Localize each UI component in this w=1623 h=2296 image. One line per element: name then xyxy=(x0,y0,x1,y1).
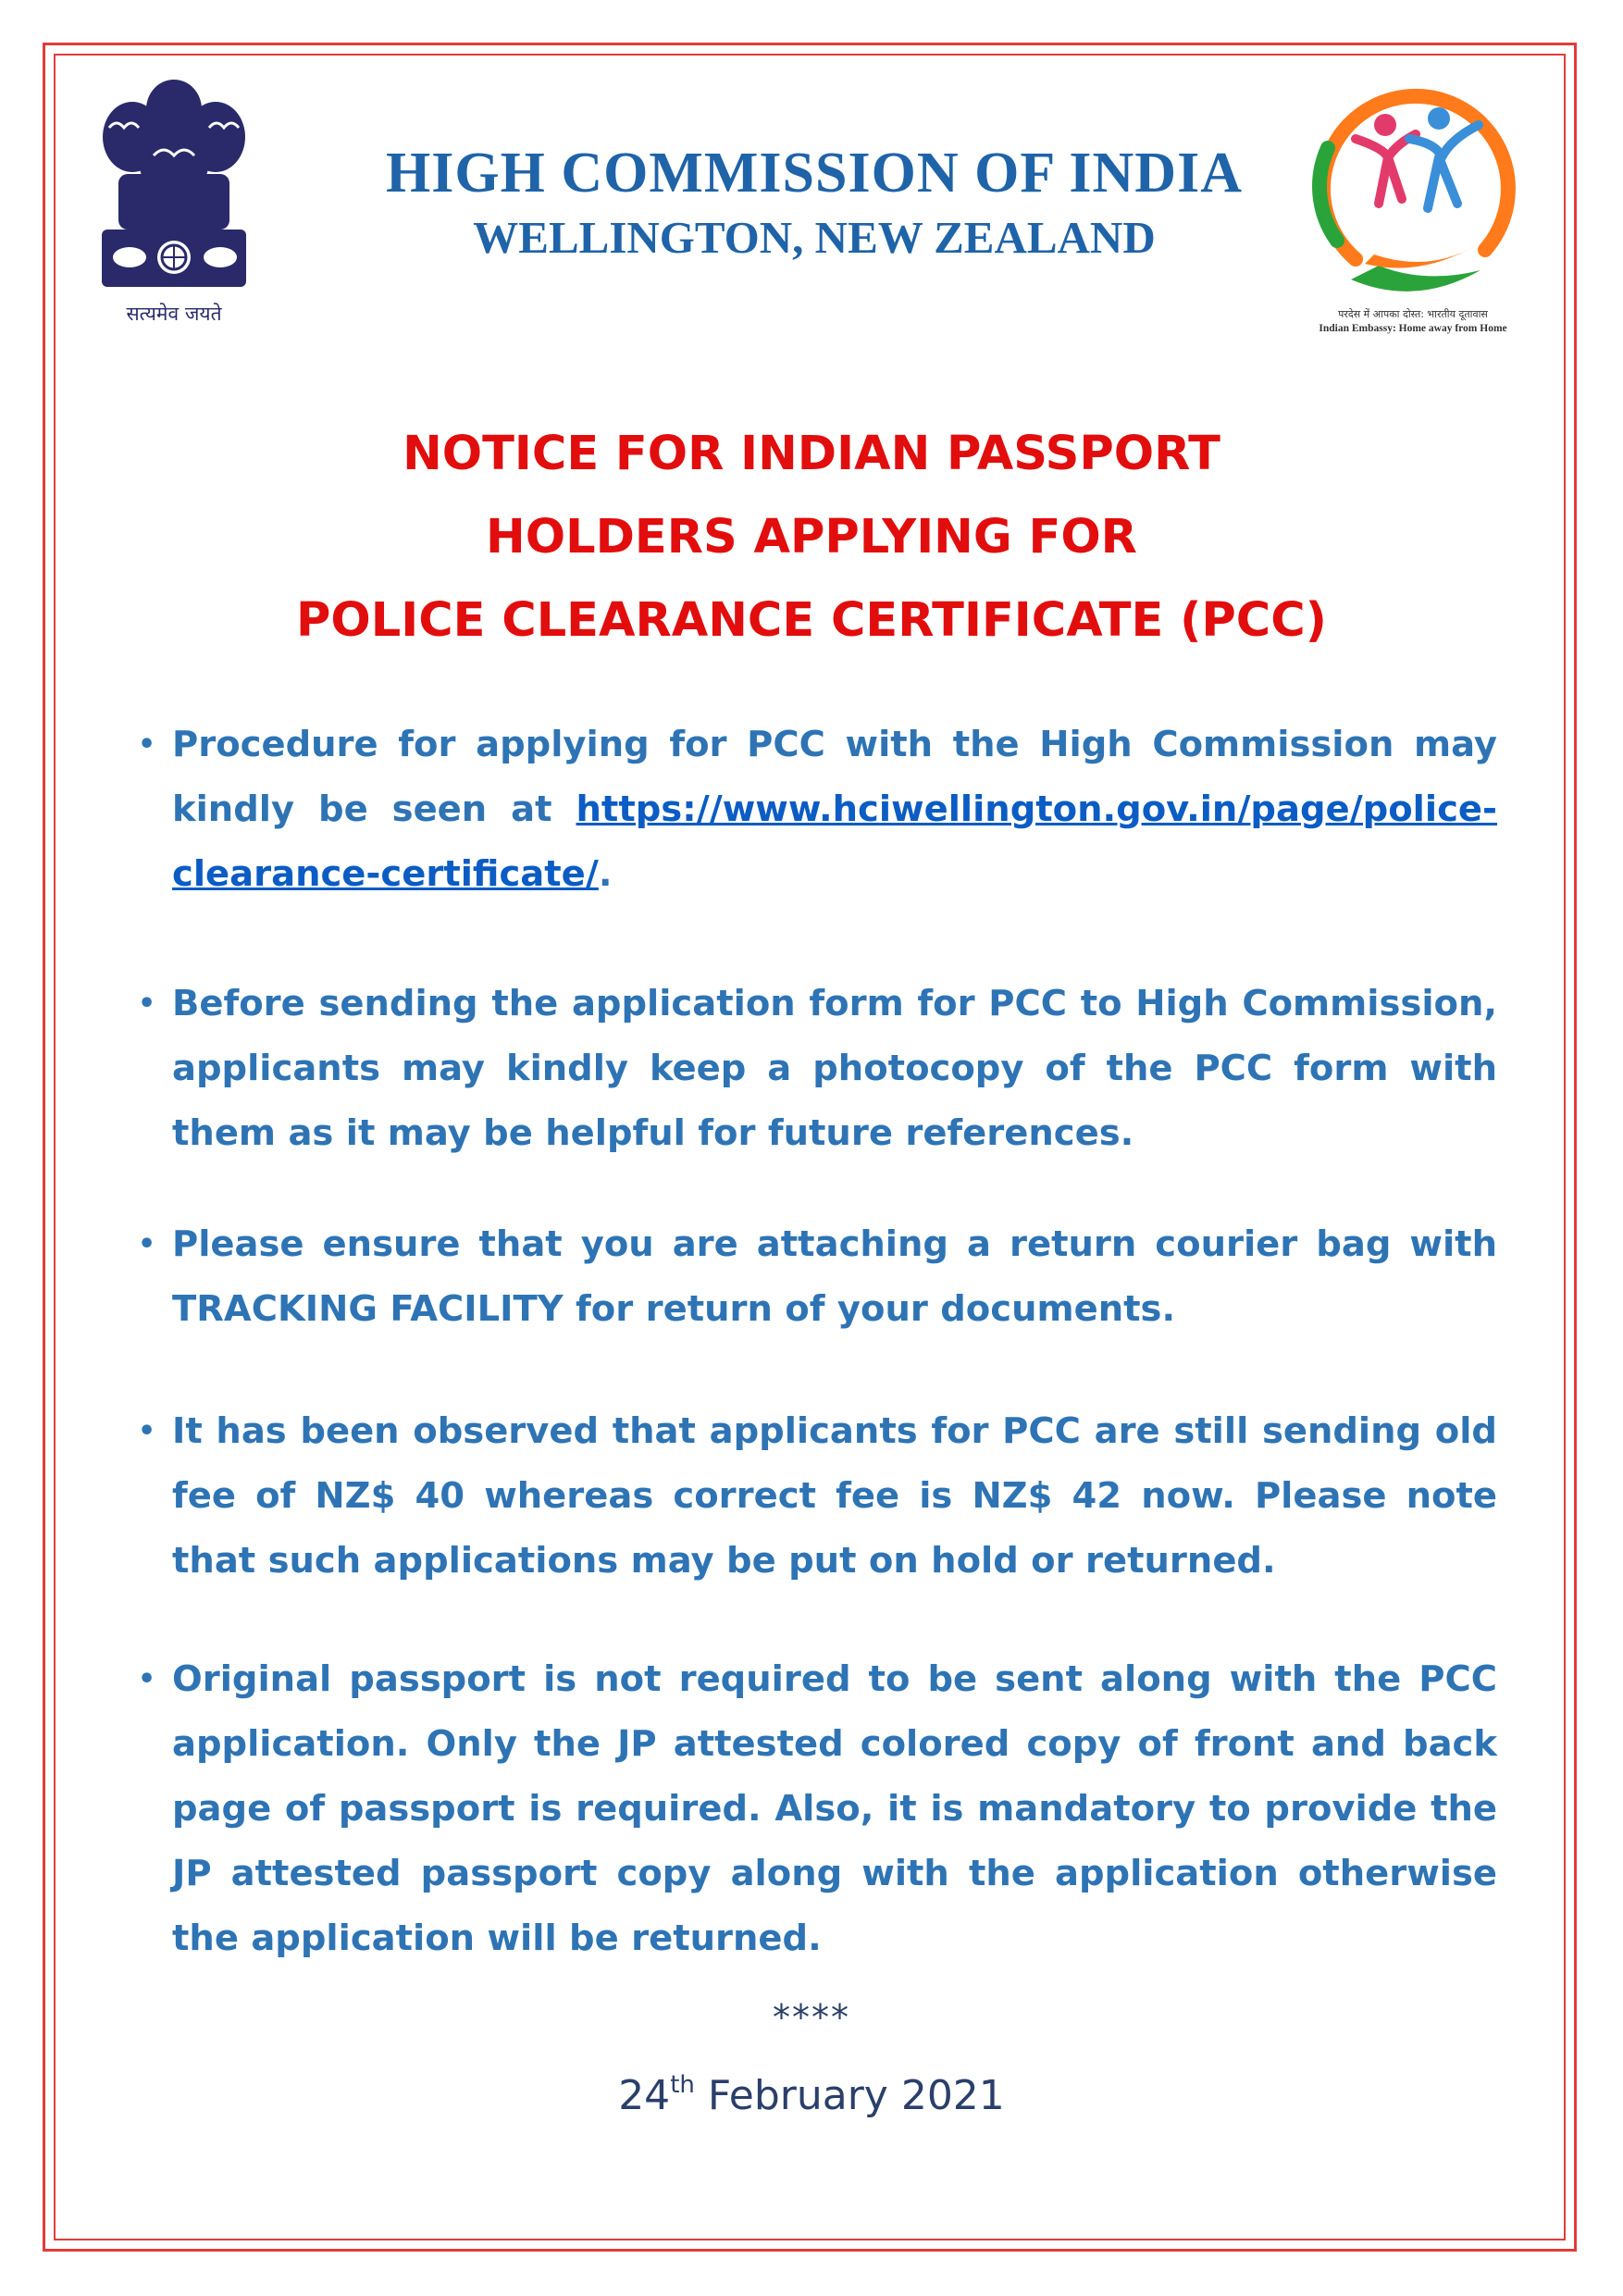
bullet-procedure-period: . xyxy=(598,853,613,895)
bullet-photocopy-text: Before sending the application form for PCC to High Commission, applicants may kindly keep a photocopy of the PCC form with them as it may be helpful for future references. xyxy=(172,983,1497,1154)
bullet-dot-icon: • xyxy=(138,1228,156,1260)
page-title: HIGH COMMISSION OF INDIA xyxy=(386,142,1243,205)
notice-heading-line-1: NOTICE FOR INDIAN PASSPORT xyxy=(403,427,1220,481)
bullet-procedure-text: Procedure for applying for PCC with the High Commission may kindly be seen at xyxy=(172,724,1497,830)
bullet-dot-icon: • xyxy=(138,728,156,761)
bullet-photocopy xyxy=(138,972,1497,1166)
bullet-dot-icon: • xyxy=(138,1415,156,1447)
bullet-dot-icon: • xyxy=(138,1663,156,1695)
notice-heading xyxy=(93,413,1530,663)
bullet-procedure xyxy=(138,713,1497,907)
logo-caption-english: Indian Embassy: Home away from Home xyxy=(1319,323,1507,334)
bullet-courier-bag-text: Please ensure that you are attaching a return courier bag with TRACKING FACILITY for return of your documents. xyxy=(172,1223,1497,1330)
pcc-procedure-link[interactable]: https://www.hciwellington.gov.in/page/police-clearance-certificate/ xyxy=(172,788,1497,895)
emblem-motto: सत्यमेव जयते xyxy=(126,303,222,325)
separator-stars: **** xyxy=(773,1997,850,2038)
bullet-dot-icon: • xyxy=(138,987,156,1020)
date-rest: February 2021 xyxy=(694,2072,1005,2119)
page-subtitle: WELLINGTON, NEW ZEALAND xyxy=(473,212,1156,263)
bullet-original-passport xyxy=(138,1647,1497,1971)
notice-heading-line-2: HOLDERS APPLYING FOR xyxy=(486,510,1137,565)
bullet-fee-text: It has been observed that applicants for PCC are still sending old fee of NZ$ 40 whereas correct fee is NZ$ 42 now. Please note that such applications may be put on hold or returned. xyxy=(172,1410,1497,1582)
logo-caption-hindi: परदेस में आपका दोस्त: भारतीय दूतावास xyxy=(1338,308,1488,320)
date-suffix: th xyxy=(670,2071,695,2099)
notice-heading-line-3: POLICE CLEARANCE CERTIFICATE (PCC) xyxy=(296,593,1327,648)
embassy-logo-icon xyxy=(1300,74,1522,310)
date-day: 24 xyxy=(618,2072,671,2119)
bullet-fee xyxy=(138,1399,1497,1594)
bullet-original-passport-text: Original passport is not required to be sent along with the PCC application. Only the JP attested colored copy of front and back page of passport is required. Also, it is mandatory to provide the JP attested passport copy along with the application otherwise the application will be returned. xyxy=(172,1658,1497,1959)
notice-date xyxy=(0,2071,1623,2119)
bullet-courier-bag xyxy=(138,1212,1497,1342)
